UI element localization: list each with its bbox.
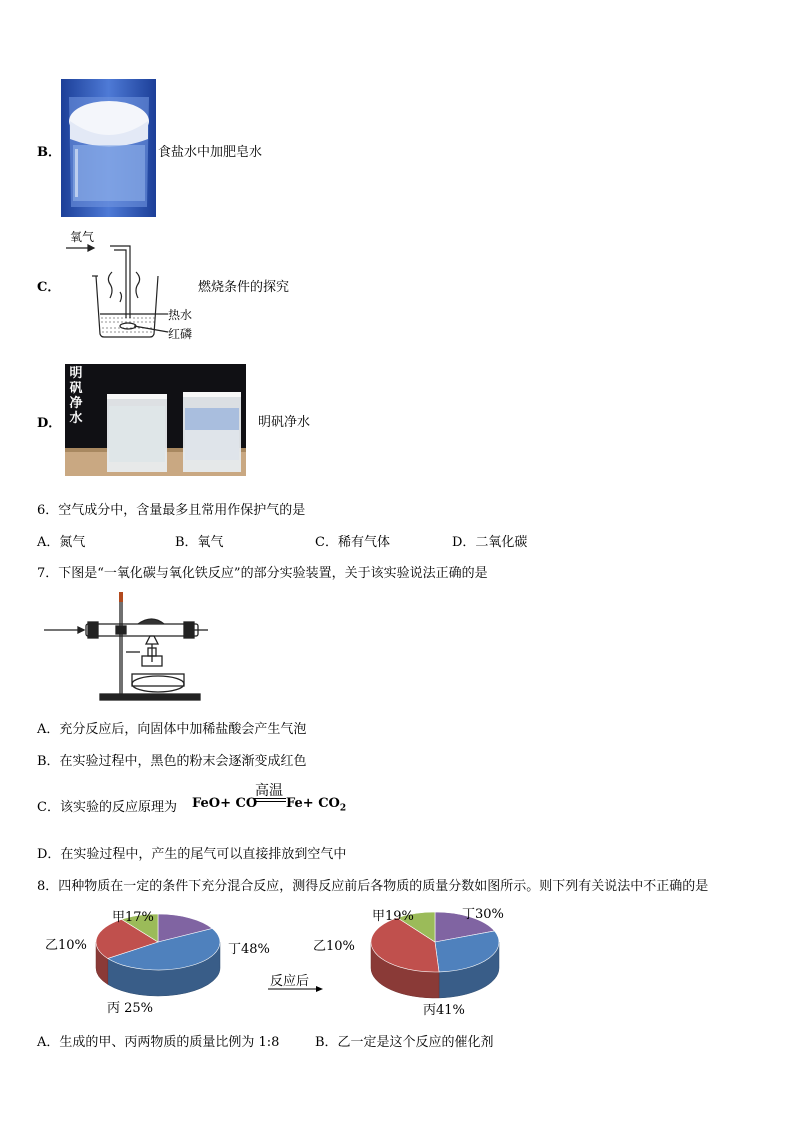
pie1-label-jia: 甲17% xyxy=(112,910,154,925)
pie1-label-bing: 丙 25% xyxy=(107,1001,154,1016)
beaker-soap-photo xyxy=(61,79,156,217)
q7-option-d: D．在实验过程中，产生的尾气可以直接排放到空气中 xyxy=(37,847,347,862)
equation-bar xyxy=(254,801,286,802)
question-8-stem: 8．四种物质在一定的条件下充分混合反应，测得反应前后各物质的质量分数如图所示。则下列有关说法中不正确的是 xyxy=(37,879,709,894)
equation-bar xyxy=(254,798,286,799)
q7-option-b: B．在实验过程中，黑色的粉末会逐渐变成红色 xyxy=(37,754,307,769)
q6-option-b: B．氧气 xyxy=(175,535,224,550)
option-b-letter: B． xyxy=(37,145,61,160)
photo-label-char: 明 xyxy=(69,366,83,381)
pie2-label-ding: 丁30% xyxy=(462,907,504,922)
q7-equation-condition: 高温 xyxy=(255,783,283,799)
alum-purification-photo xyxy=(65,364,246,476)
q6-option-c: C．稀有气体 xyxy=(315,535,390,550)
red-phosphorus-label: 红磷 xyxy=(168,327,193,341)
q8-option-b: B．乙一定是这个反应的催化剂 xyxy=(315,1035,494,1050)
q7-option-c-prefix: C．该实验的反应原理为 xyxy=(37,800,177,815)
reaction-arrow-icon xyxy=(268,984,324,994)
option-d-text: 明矾净水 xyxy=(258,415,311,430)
question-7-stem: 7．下图是“一氧化碳与氧化铁反应”的部分实验装置，关于该实验说法正确的是 xyxy=(37,566,488,581)
pie-chart-after xyxy=(371,912,499,998)
q8-option-a: A．生成的甲、丙两物质的质量比例为 1:8 xyxy=(37,1035,280,1050)
pie1-label-yi: 乙10% xyxy=(45,938,87,953)
option-c-text: 燃烧条件的探究 xyxy=(198,280,290,295)
pie2-label-bing: 丙41% xyxy=(423,1003,465,1018)
pie1-label-ding: 丁48% xyxy=(228,942,270,957)
reaction-arrow-label: 反应后 xyxy=(270,974,310,989)
q6-option-d: D．二氧化碳 xyxy=(452,535,528,550)
pie2-label-jia: 甲19% xyxy=(372,909,414,924)
option-c-letter: C． xyxy=(37,280,61,295)
question-6-stem: 6．空气成分中，含量最多且常用作保护气的是 xyxy=(37,503,306,518)
pie-chart-before xyxy=(96,914,220,996)
option-b-text: 食盐水中加肥皂水 xyxy=(158,145,263,160)
co-iron-oxide-apparatus-diagram xyxy=(40,592,220,704)
q7-option-a: A．充分反应后，向固体中加稀盐酸会产生气泡 xyxy=(37,722,307,737)
q6-option-a: A．氮气 xyxy=(37,535,86,550)
photo-label-char: 矾 xyxy=(69,381,83,396)
hot-water-label: 热水 xyxy=(168,308,193,322)
pie2-label-yi: 乙10% xyxy=(313,939,355,954)
q7-equation-reactants: FeO+ CO xyxy=(192,796,258,811)
oxygen-label: 氧气 xyxy=(70,230,95,244)
option-d-letter: D． xyxy=(37,416,62,431)
photo-label-char: 水 xyxy=(69,411,83,426)
photo-label-char: 净 xyxy=(69,396,83,411)
q7-equation-products: $Fe+ CO_2$ xyxy=(286,796,347,814)
